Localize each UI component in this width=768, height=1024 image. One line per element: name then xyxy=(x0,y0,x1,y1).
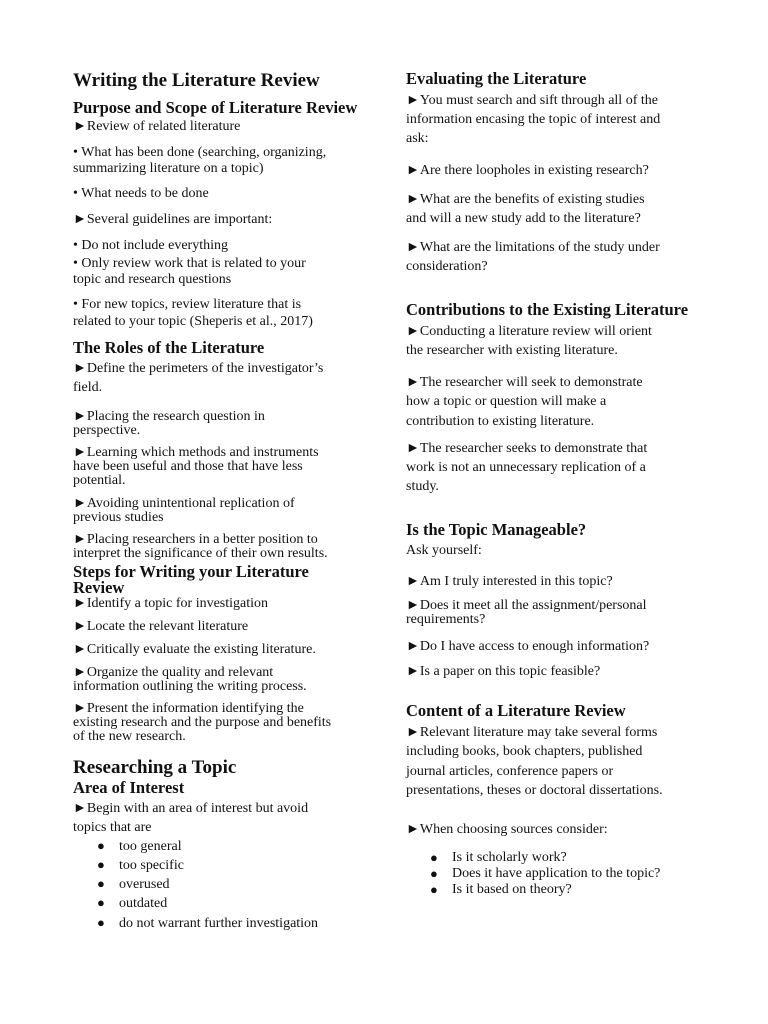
steps-line: ►Critically evaluate the existing literature. xyxy=(73,642,316,657)
evaluating-line: information encasing the topic of interest and xyxy=(406,112,661,127)
contributions-line: ►The researcher seeks to demonstrate that xyxy=(406,441,648,456)
purpose-line: related to your topic (Sheperis et al., 2017) xyxy=(73,314,313,329)
steps-line: ►Locate the relevant literature xyxy=(73,619,249,634)
evaluating-line: ►Are there loopholes in existing research? xyxy=(406,163,649,178)
contributions-line: the researcher with existing literature. xyxy=(406,343,618,358)
contributions-line: ►Conducting a literature review will orient xyxy=(406,324,652,339)
steps-line: information outlining the writing process. xyxy=(73,679,307,694)
manageable-line: ►Does it meet all the assignment/personal xyxy=(406,598,647,613)
evaluating-line: ask: xyxy=(406,131,429,146)
roles-line: perspective. xyxy=(73,423,141,438)
steps-heading-cont: Review xyxy=(73,578,125,597)
manageable-line: ►Is a paper on this topic feasible? xyxy=(406,664,601,679)
purpose-line: topic and research questions xyxy=(73,272,232,287)
bullet-icon: ● xyxy=(97,857,105,872)
roles-line: interpret the significance of their own results. xyxy=(73,546,328,561)
purpose-line: • What has been done (searching, organizing, xyxy=(73,145,327,160)
roles-heading: The Roles of the Literature xyxy=(73,338,265,357)
manageable-line: ►Am I truly interested in this topic? xyxy=(406,574,613,589)
steps-heading: Steps for Writing your Literature xyxy=(73,562,309,581)
roles-line: previous studies xyxy=(73,510,164,525)
purpose-line: ►Review of related literature xyxy=(73,119,241,134)
bullet-icon: ● xyxy=(430,850,438,865)
purpose-line: summarizing literature on a topic) xyxy=(73,161,264,176)
roles-line: ►Placing researchers in a better position to xyxy=(73,532,318,547)
steps-line: ►Identify a topic for investigation xyxy=(73,596,269,611)
roles-line: ►Define the perimeters of the investigator’s xyxy=(73,361,324,376)
steps-line: ►Present the information identifying the xyxy=(73,701,304,716)
bullet-icon: ● xyxy=(97,895,105,910)
manageable-line: Ask yourself: xyxy=(406,543,482,558)
steps-line: existing research and the purpose and benefits xyxy=(73,715,332,730)
evaluating-heading: Evaluating the Literature xyxy=(406,69,587,88)
bullet-icon: ● xyxy=(430,882,438,897)
content-heading: Content of a Literature Review xyxy=(406,701,626,720)
content-line: ►Relevant literature may take several forms xyxy=(406,725,658,740)
area-line: topics that are xyxy=(73,820,152,835)
content-line: ►When choosing sources consider: xyxy=(406,822,608,837)
area-bullet: outdated xyxy=(119,896,168,911)
roles-line: have been useful and those that have less xyxy=(73,459,303,474)
area-bullet: do not warrant further investigation xyxy=(119,916,319,931)
purpose-line: • Do not include everything xyxy=(73,238,228,253)
roles-line: ►Avoiding unintentional replication of xyxy=(73,496,295,511)
area-heading: Area of Interest xyxy=(73,778,185,797)
evaluating-line: ►You must search and sift through all of the xyxy=(406,93,658,108)
purpose-line: ►Several guidelines are important: xyxy=(73,212,273,227)
evaluating-line: and will a new study add to the literature? xyxy=(406,211,641,226)
contributions-line: ►The researcher will seek to demonstrate xyxy=(406,375,643,390)
evaluating-line: ►What are the limitations of the study under xyxy=(406,240,660,255)
purpose-heading: Purpose and Scope of Literature Review xyxy=(73,98,358,117)
page-title: Writing the Literature Review xyxy=(73,70,320,91)
evaluating-line: consideration? xyxy=(406,259,488,274)
contributions-line: how a topic or question will make a xyxy=(406,394,607,409)
content-bullet: Is it scholarly work? xyxy=(452,850,567,865)
evaluating-line: ►What are the benefits of existing studies xyxy=(406,192,645,207)
steps-line: of the new research. xyxy=(73,729,186,744)
contributions-heading: Contributions to the Existing Literature xyxy=(406,300,689,319)
roles-line: field. xyxy=(73,380,103,395)
area-bullet: overused xyxy=(119,877,170,892)
roles-line: ►Learning which methods and instruments xyxy=(73,445,319,460)
area-bullet: too specific xyxy=(119,858,184,873)
contributions-line: work is not an unnecessary replication of a xyxy=(406,460,646,475)
roles-line: potential. xyxy=(73,473,126,488)
bullet-icon: ● xyxy=(430,866,438,881)
content-bullet: Is it based on theory? xyxy=(452,882,572,897)
content-line: presentations, theses or doctoral dissertations. xyxy=(406,783,663,798)
content-line: including books, book chapters, published xyxy=(406,744,643,759)
purpose-line: • For new topics, review literature that is xyxy=(73,297,302,312)
roles-line: ►Placing the research question in xyxy=(73,409,265,424)
bullet-icon: ● xyxy=(97,876,105,891)
content-line: journal articles, conference papers or xyxy=(406,764,614,779)
purpose-line: • What needs to be done xyxy=(73,186,209,201)
manageable-line: ►Do I have access to enough information? xyxy=(406,639,650,654)
researching-heading: Researching a Topic xyxy=(73,757,237,778)
manageable-heading: Is the Topic Manageable? xyxy=(406,520,587,539)
bullet-icon: ● xyxy=(97,838,105,853)
area-bullet: too general xyxy=(119,839,182,854)
contributions-line: contribution to existing literature. xyxy=(406,414,595,429)
contributions-line: study. xyxy=(406,479,439,494)
bullet-icon: ● xyxy=(97,915,105,930)
area-line: ►Begin with an area of interest but avoid xyxy=(73,801,309,816)
steps-line: ►Organize the quality and relevant xyxy=(73,665,274,680)
manageable-line: requirements? xyxy=(406,612,486,627)
content-bullet: Does it have application to the topic? xyxy=(452,866,661,881)
purpose-line: • Only review work that is related to your xyxy=(73,256,306,271)
